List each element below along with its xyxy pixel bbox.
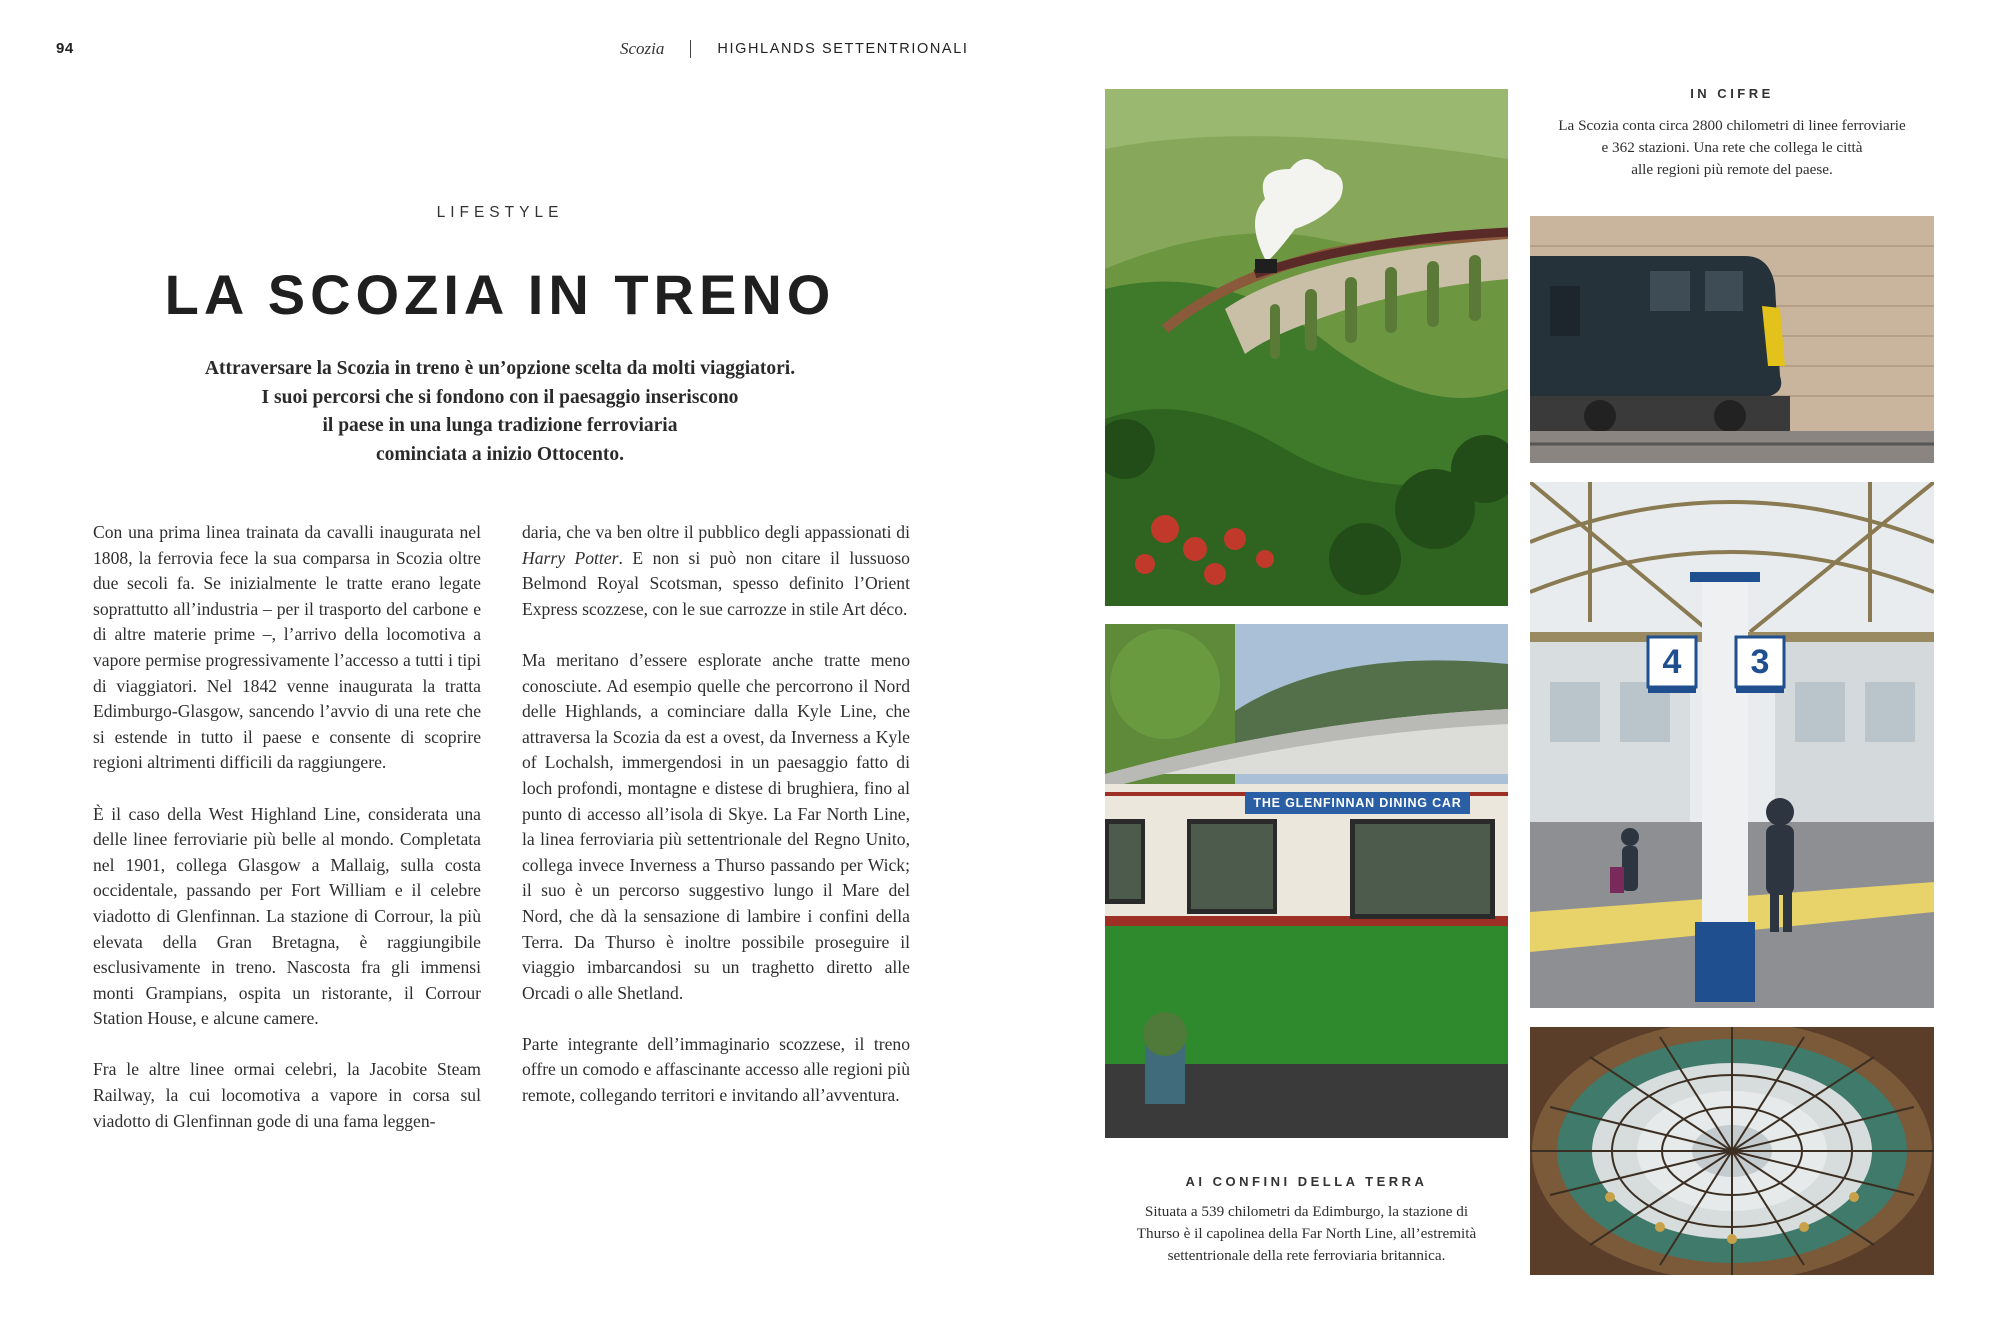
platform-number-4: 4	[1662, 643, 1682, 681]
body-paragraph: È il caso della West Highland Line, considerata una delle linee ferroviarie più belle al mondo. Completata nel 1901, collega Glasgow a Mallaig, sulla costa occidentale, passando per Fort William e il celebre viadotto di Glenfinnan. La stazione di Corrour, la più elevata della Gran Bretagna, è raggiungibile esclusivamente in treno. Nascosta fra gli immensi monti Grampians, ospita un ristorante, il Corrour Station House, e alcune camere.	[93, 803, 481, 1029]
article-kicker: LIFESTYLE	[436, 204, 564, 221]
article-lead	[150, 355, 850, 469]
caption-line: La Scozia conta circa 2800 chilometri di linee ferroviarie	[1558, 117, 1906, 134]
header-divider	[690, 40, 691, 58]
edge-of-earth-heading: AI CONFINI DELLA TERRA	[1185, 1174, 1428, 1189]
edge-of-earth-caption	[1095, 1201, 1518, 1267]
caption-line: e 362 stazioni. Una rete che collega le città	[1601, 139, 1863, 156]
caption-line: Situata a 539 chilometri da Edimburgo, la stazione di	[1144, 1203, 1469, 1220]
figures-heading: IN CIFRE	[1690, 86, 1774, 101]
dining-car-photo	[1105, 624, 1508, 1138]
page-number: 94	[56, 40, 74, 57]
lead-line: il paese in una lunga tradizione ferroviaria	[322, 415, 678, 436]
viaduct-steam-train-photo	[1105, 89, 1508, 606]
book-reference: Harry Potter	[522, 547, 619, 568]
body-column-right	[522, 520, 910, 1134]
body-text: daria, che va ben oltre il pubblico degli appassionati di	[522, 522, 910, 542]
figures-caption	[1520, 115, 1944, 181]
caption-line: alle regioni più remote del paese.	[1631, 161, 1833, 178]
locomotive-photo	[1530, 216, 1934, 463]
glass-dome-photo	[1530, 1027, 1934, 1275]
body-column-left	[93, 520, 481, 1160]
caption-line: Thurso è il capolinea della Far North Line, all’estremità	[1136, 1225, 1477, 1242]
article-title: LA SCOZIA IN TRENO	[164, 263, 836, 326]
lead-line: Attraversare la Scozia in treno è un’opzione scelta da molti viaggiatori.	[204, 358, 796, 379]
book-title: Scozia	[620, 39, 665, 58]
body-paragraph	[522, 520, 910, 622]
lead-line: I suoi percorsi che si fondono con il paesaggio inseriscono	[261, 386, 739, 408]
lead-line: cominciata a inizio Ottocento.	[375, 443, 625, 465]
body-paragraph: Fra le altre linee ormai celebri, la Jacobite Steam Railway, la cui locomotiva a vapore in corsa sul viadotto di Glenfinnan gode di una fama leggen-	[93, 1059, 481, 1131]
body-paragraph: Parte integrante dell’immaginario scozzese, il treno offre un comodo e affascinante accesso alle regioni più remote, collegando territori e invitando all’avventura.	[522, 1033, 910, 1106]
body-paragraph: Ma meritano d’essere esplorate anche tratte meno conosciute. Ad esempio quelle che percorrono il Nord delle Highlands, a cominciare dalla Kyle Line, che attraversa la Scozia da est a ovest, da Inverness a Kyle of Lochalsh, immergendosi in un paesaggio fatto di loch profondi, montagne e distese di brughiera, fino al punto di accesso all’isola di Skye. La Far North Line, la linea ferroviaria più settentrionale del Regno Unito, collega invece Inverness a Thurso passando per Wick; il suo è un percorso suggestivo lungo il Mare del Nord, che dà la sensazione di lambire i confini della Terra. Da Thurso è inoltre possibile proseguire il viaggio imbarcandosi su un traghetto diretto alle Orcadi o alle Shetland.	[522, 649, 910, 1003]
running-header	[620, 39, 969, 59]
platform-number-3: 3	[1750, 643, 1770, 681]
section-title: HIGHLANDS SETTENTRIONALI	[717, 41, 969, 57]
station-platform-photo	[1530, 482, 1934, 1008]
caption-line: settentrionale della rete ferroviaria britannica.	[1167, 1247, 1446, 1264]
body-text: . E non si può non citare il lussuoso Belmond Royal Scotsman, spesso definito l’Orient Express scozzese, con le sue carrozze in stile Art déco.	[522, 547, 910, 619]
dining-car-sign: THE GLENFINNAN DINING CAR	[1253, 796, 1462, 810]
body-paragraph: Con una prima linea trainata da cavalli inaugurata nel 1808, la ferrovia fece la sua comparsa in Scozia oltre due secoli fa. Se inizialmente le tratte erano legate soprattutto all’industria – per il trasporto del carbone e di altre materie prime –, l’arrivo della locomotiva a vapore permise progressivamente l’accesso a tutti i tipi di viaggiatori. Nel 1842 venne inaugurata la tratta Edimburgo-Glasgow, sancendo l’avvio di una rete che si estende in tutto il paese e consente di scoprire regioni altrimenti difficili da raggiungere.	[93, 522, 481, 773]
